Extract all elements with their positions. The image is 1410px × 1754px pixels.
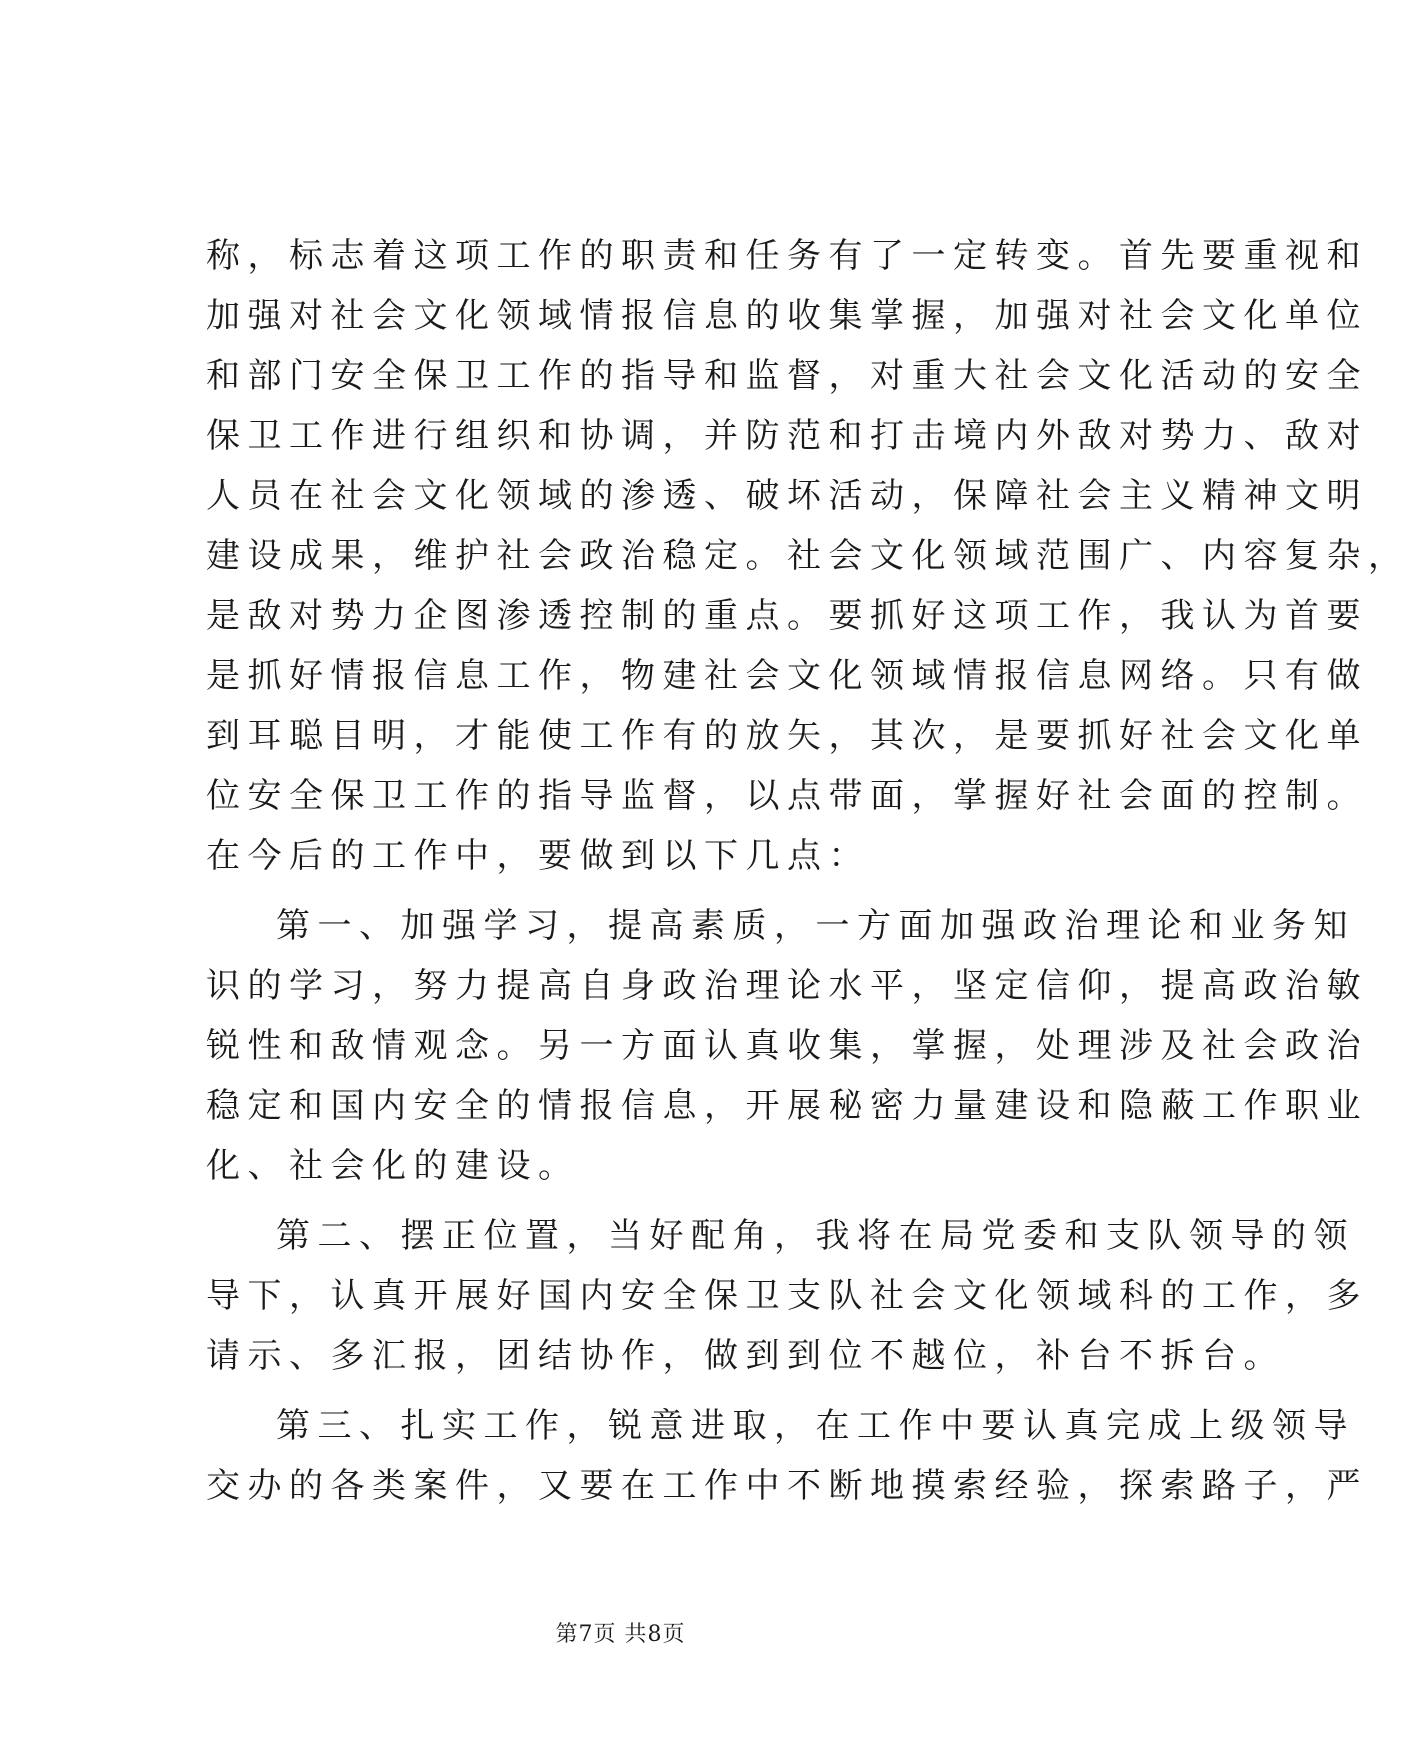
text-line: 到耳聪目明，才能使工作有的放矢，其次，是要抓好社会文化单 <box>206 716 1368 756</box>
text-line: 请示、多汇报，团结协作，做到到位不越位，补台不拆台。 <box>206 1336 1285 1376</box>
text-line: 锐性和敌情观念。另一方面认真收集，掌握，处理涉及社会政治 <box>206 1026 1368 1066</box>
text-line: 是抓好情报信息工作，物建社会文化领域情报信息网络。只有做 <box>206 656 1368 696</box>
text-line: 稳定和国内安全的情报信息，开展秘密力量建设和隐蔽工作职业 <box>206 1086 1368 1126</box>
text-line: 和部门安全保卫工作的指导和监督，对重大社会文化活动的安全 <box>206 356 1368 396</box>
text-line: 导下，认真开展好国内安全保卫支队社会文化领域科的工作，多 <box>206 1276 1368 1316</box>
text-line: 位安全保卫工作的指导监督，以点带面，掌握好社会面的控制。 <box>206 776 1368 816</box>
text-line: 识的学习，努力提高自身政治理论水平，坚定信仰，提高政治敏 <box>206 966 1368 1006</box>
text-line: 交办的各类案件，又要在工作中不断地摸索经验，探索路子，严 <box>206 1466 1368 1506</box>
text-line: 加强对社会文化领域情报信息的收集掌握，加强对社会文化单位 <box>206 296 1368 336</box>
page-number-footer: 第7页 共8页 <box>555 1622 686 1647</box>
paragraph-first-line: 第二、摆正位置，当好配角，我将在局党委和支队领导的领 <box>276 1216 1355 1256</box>
paragraph-first-line: 第一、加强学习，提高素质，一方面加强政治理论和业务知 <box>276 906 1355 946</box>
text-line: 是敌对势力企图渗透控制的重点。要抓好这项工作，我认为首要 <box>206 596 1368 636</box>
text-line: 化、社会化的建设。 <box>206 1146 580 1186</box>
text-line: 称，标志着这项工作的职责和任务有了一定转变。首先要重视和 <box>206 236 1368 276</box>
text-line: 在今后的工作中，要做到以下几点： <box>206 836 870 876</box>
paragraph-first-line: 第三、扎实工作，锐意进取，在工作中要认真完成上级领导 <box>276 1406 1355 1446</box>
text-line: 建设成果，维护社会政治稳定。社会文化领域范围广、内容复杂， <box>206 536 1410 576</box>
text-line: 保卫工作进行组织和协调，并防范和打击境内外敌对势力、敌对 <box>206 416 1368 456</box>
text-line: 人员在社会文化领域的渗透、破坏活动，保障社会主义精神文明 <box>206 476 1368 516</box>
